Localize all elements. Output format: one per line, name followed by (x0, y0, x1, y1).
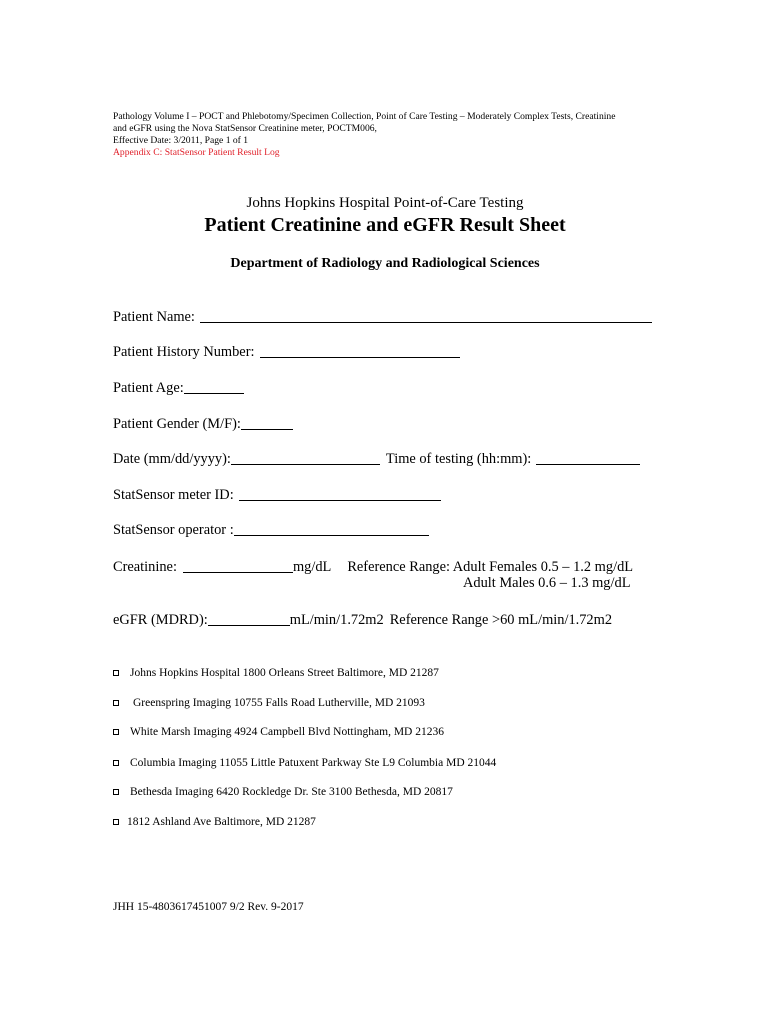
checkbox-icon[interactable] (113, 729, 119, 735)
location-label: Bethesda Imaging 6420 Rockledge Dr. Ste 3100 Bethesda, MD 20817 (130, 786, 453, 798)
location-label: Greenspring Imaging 10755 Falls Road Lutherville, MD 21093 (133, 697, 425, 709)
header-line-1: Pathology Volume I – POCT and Phlebotomy/Specimen Collection, Point of Care Testing – Moderately Complex Tests, Creatinine (113, 111, 616, 122)
meter-id-blank[interactable] (239, 499, 441, 501)
time-label: Time of testing (hh:mm): (385, 451, 532, 467)
age-row (113, 380, 244, 397)
operator-blank[interactable] (234, 534, 429, 536)
creatinine-row (113, 559, 633, 576)
location-item (113, 757, 496, 769)
page-title: Patient Creatinine and eGFR Result Sheet (204, 214, 566, 236)
egfr-label: eGFR (MDRD): (113, 612, 208, 628)
location-item (113, 816, 316, 828)
history-number-label: Patient History Number: (113, 344, 255, 360)
meter-id-row (113, 487, 441, 504)
location-item (113, 667, 439, 679)
department-heading: Department of Radiology and Radiological Sciences (230, 256, 540, 271)
age-blank[interactable] (184, 392, 244, 394)
patient-name-blank[interactable] (200, 321, 652, 323)
location-item (113, 697, 425, 709)
egfr-row (113, 612, 612, 629)
operator-row (113, 522, 429, 539)
appendix-label: Appendix C: StatSensor Patient Result Log (113, 147, 280, 158)
location-item (113, 786, 453, 798)
egfr-reference-range: Reference Range >60 mL/min/1.72m2 (389, 612, 613, 628)
location-label: Columbia Imaging 11055 Little Patuxent Parkway Ste L9 Columbia MD 21044 (130, 757, 497, 769)
creatinine-reference-range: Reference Range: Adult Females 0.5 – 1.2 mg/dL (347, 559, 634, 575)
creatinine-unit: mg/dL (292, 559, 332, 575)
location-item (113, 726, 444, 738)
age-label: Patient Age: (113, 380, 184, 396)
creatinine-label: Creatinine: (113, 559, 177, 575)
patient-name-label: Patient Name: (113, 309, 195, 325)
header-line-3: Effective Date: 3/2011, Page 1 of 1 (113, 135, 249, 146)
checkbox-icon[interactable] (113, 700, 119, 706)
meter-id-label: StatSensor meter ID: (113, 487, 234, 503)
date-label: Date (mm/dd/yyyy): (113, 451, 231, 467)
checkbox-icon[interactable] (113, 760, 119, 766)
checkbox-icon[interactable] (113, 819, 119, 825)
gender-label: Patient Gender (M/F): (113, 416, 241, 432)
location-label: Johns Hopkins Hospital 1800 Orleans Street Baltimore, MD 21287 (130, 667, 439, 679)
location-label: 1812 Ashland Ave Baltimore, MD 21287 (127, 816, 316, 828)
checkbox-icon[interactable] (113, 789, 119, 795)
location-label: White Marsh Imaging 4924 Campbell Blvd Nottingham, MD 21236 (130, 726, 444, 738)
date-time-row (113, 451, 640, 468)
date-blank[interactable] (231, 463, 380, 465)
creatinine-blank[interactable] (183, 571, 293, 573)
history-number-row (113, 344, 460, 361)
form-number-footer: JHH 15-4803617451007 9/2 Rev. 9-2017 (113, 901, 304, 913)
egfr-unit: mL/min/1.72m2 (289, 612, 384, 628)
checkbox-icon[interactable] (113, 670, 119, 676)
document-header (113, 111, 673, 159)
egfr-blank[interactable] (208, 624, 290, 626)
header-line-2: and eGFR using the Nova StatSensor Creatinine meter, POCTM006, (113, 123, 377, 134)
patient-name-row (113, 309, 652, 326)
creatinine-reference-males: Adult Males 0.6 – 1.3 mg/dL (463, 575, 631, 591)
history-number-blank[interactable] (260, 356, 460, 358)
gender-blank[interactable] (241, 428, 293, 430)
hospital-heading: Johns Hopkins Hospital Point-of-Care Testing (246, 195, 524, 211)
time-blank[interactable] (536, 463, 640, 465)
gender-row (113, 416, 293, 433)
operator-label: StatSensor operator : (113, 522, 234, 538)
